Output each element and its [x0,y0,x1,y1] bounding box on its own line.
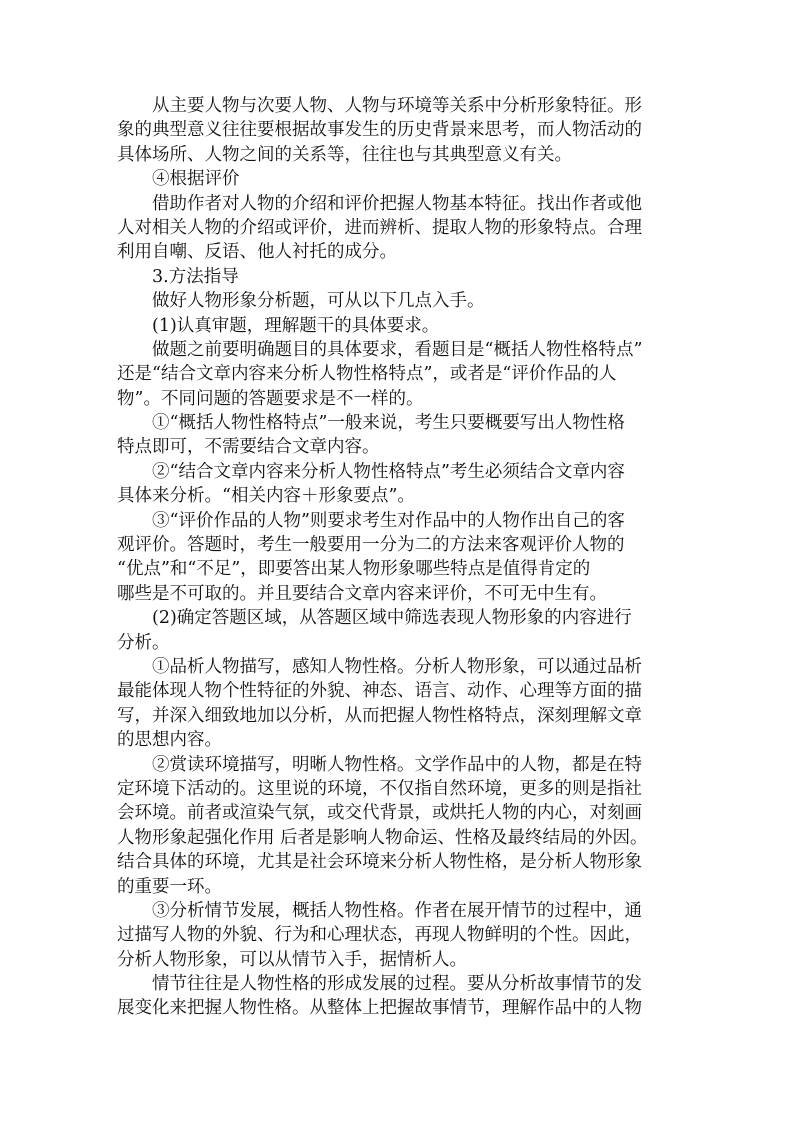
text-line: ①“概括人物性格特点”一般来说，考生只要概要写出人物性格 [152,413,625,434]
document-body [117,94,681,1021]
text-line: 特点即可，不需要结合文章内容。 [117,437,380,458]
text-line: 具体来分析。“相关内容＋形象要点”。 [117,486,415,507]
text-line: 借助作者对人物的介绍和评价把握人物基本特征。找出作者或他 [152,193,642,214]
text-line: 具体场所、人物之间的关系等，往往也与其典型意义有关。 [117,144,572,165]
text-line: (1)认真审题，理解题干的具体要求。 [152,315,440,336]
text-line: ③分析情节发展，概括人物性格。作者在展开情节的过程中，通 [152,900,642,921]
text-line: ②赏读环境描写，明晰人物性格。文学作品中的人物，都是在特 [152,754,642,775]
text-line: 的思想内容。 [117,730,222,751]
text-line: (2)确定答题区域，从答题区域中筛选表现人物形象的内容进行 [152,608,632,629]
text-line: 情节往往是人物性格的形成发展的过程。要从分析故事情节的发 [152,974,642,995]
text-line: 做好人物形象分析题，可从以下几点入手。 [152,291,485,312]
text-line: ④根据评价 [152,169,240,190]
text-line: 还是“结合文章内容来分析人物性格特点”，或者是“评价作品的人 [117,364,617,385]
text-line: 3.方法指导 [152,266,239,287]
text-line: 最能体现人物个性特征的外貌、神态、语言、动作、心理等方面的描 [117,681,642,702]
text-line: 的重要一环。 [117,876,222,897]
text-line: 人对相关人物的介绍或评价，进而辨析、提取人物的形象特点。合理 [117,217,642,238]
text-line: 观评价。答题时，考生一般要用一分为二的方法来客观评价人物的 [117,535,625,556]
text-line: 结合具体的环境，尤其是社会环境来分析人物性格，是分析人物形象 [117,852,642,873]
text-line: 象的典型意义往往要根据故事发生的历史背景来思考，而人物活动的 [117,120,642,141]
text-line: 分析。 [117,632,170,653]
text-line: 写，并深入细致地加以分析，从而把握人物性格特点，深刻理解文章 [117,705,642,726]
text-line: 做题之前要明确题目的具体要求，看题目是“概括人物性格特点” [152,339,643,360]
text-line: ③“评价作品的人物”则要求考生对作品中的人物作出自己的客 [152,510,625,531]
text-line: 定环境下活动的。这里说的环境，不仅指自然环境，更多的则是指社 [117,778,642,799]
text-line: 过描写人物的外貌、行为和心理状态，再现人物鲜明的个性。因此， [117,925,642,946]
text-line: 物”。不同问题的答题要求是不一样的。 [117,388,424,409]
text-line: “优点”和“不足”，即要答出某人物形象哪些特点是值得肯定的 [117,559,591,580]
text-line: ①品析人物描写，感知人物性格。分析人物形象，可以通过品析 [152,656,642,677]
text-line: 会环境。前者或渲染气氛，或交代背景，或烘托人物的内心，对刻画 [117,803,642,824]
text-line: 哪些是不可取的。并且要结合文章内容来评价，不可无中生有。 [117,583,607,604]
text-line: 展变化来把握人物性格。从整体上把握故事情节，理解作品中的人物 [117,998,642,1019]
text-line: 分析人物形象，可以从情节入手，据情析人。 [117,949,467,970]
text-line: 利用自嘲、反语、他人衬托的成分。 [117,242,397,263]
text-line: 从主要人物与次要人物、人物与环境等关系中分析形象特征。形 [152,96,642,116]
text-line: ②“结合文章内容来分析人物性格特点”考生必须结合文章内容 [152,461,625,482]
text-line: 人物形象起强化作用 后者是影响人物命运、性格及最终结局的外因。 [117,827,648,848]
